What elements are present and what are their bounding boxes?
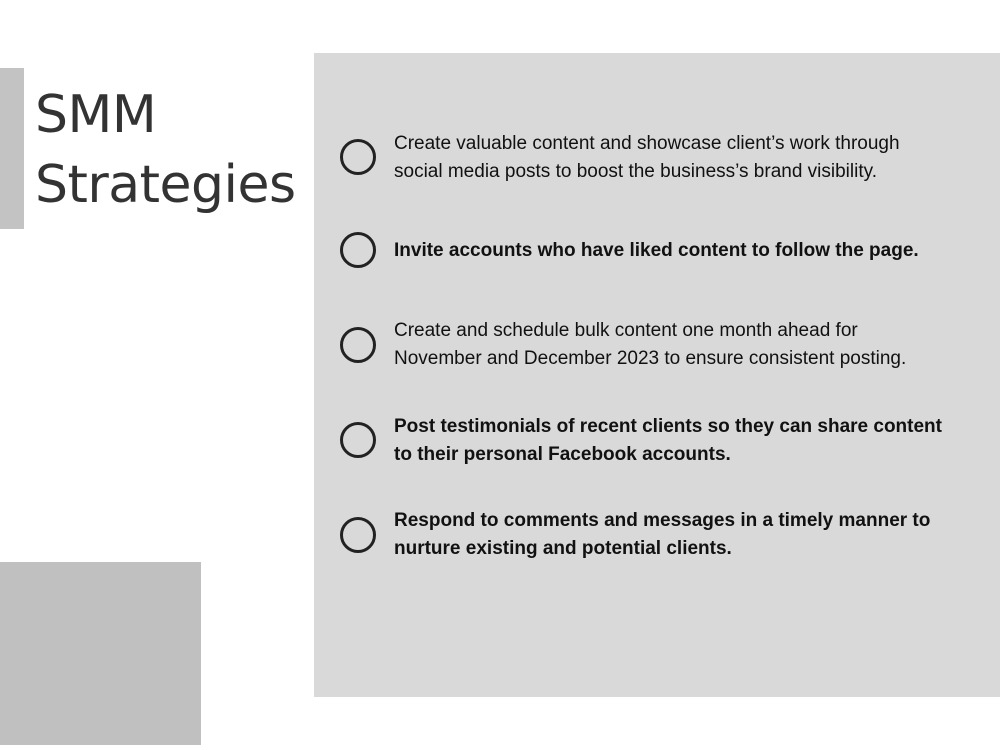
list-item-text: Respond to comments and messages in a timely manner to nurture existing and potential clients.	[394, 510, 931, 559]
list-item-text: Invite accounts who have liked content to follow the page.	[394, 240, 919, 261]
list-item-text: Post testimonials of recent clients so they can share content to their personal Facebook accounts.	[394, 416, 942, 465]
page-title	[35, 80, 296, 220]
list-item-text: Create and schedule bulk content one month ahead for November and December 2023 to ensure consistent posting.	[394, 320, 907, 369]
strategies-panel	[314, 53, 1000, 697]
circle-bullet-icon	[340, 327, 376, 363]
circle-bullet-icon	[340, 139, 376, 175]
circle-bullet-icon	[340, 517, 376, 553]
accent-bar	[0, 68, 24, 229]
list-item-text: Create valuable content and showcase client’s work through social media posts to boost the business’s brand visibility.	[394, 133, 900, 182]
corner-block	[0, 562, 201, 745]
circle-bullet-icon	[340, 422, 376, 458]
title-line-1: SMM	[35, 85, 157, 145]
title-line-2: Strategies	[35, 155, 296, 215]
circle-bullet-icon	[340, 232, 376, 268]
